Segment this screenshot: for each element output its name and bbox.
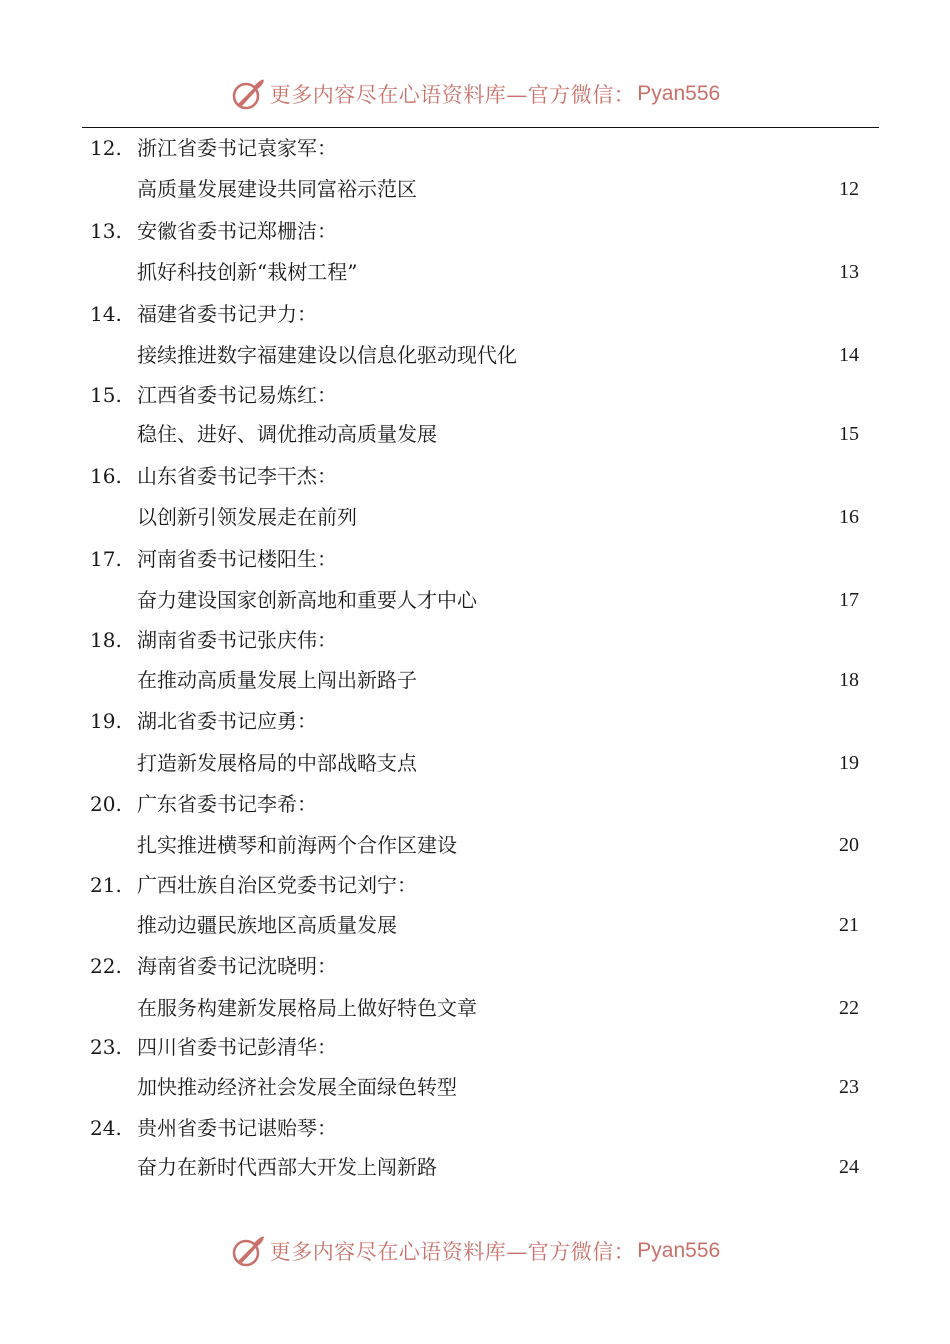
watermark-wechat-id: Pyan556 bbox=[637, 82, 721, 105]
entry-page-number: 19 bbox=[839, 752, 859, 774]
entry-page-number: 17 bbox=[839, 589, 859, 611]
entry-number: 23. bbox=[90, 1035, 122, 1059]
entry-heading: 贵州省委书记谌贻琴： bbox=[137, 1116, 337, 1140]
watermark-wechat-id: Pyan556 bbox=[637, 1239, 721, 1262]
entry-page-number: 22 bbox=[839, 997, 859, 1019]
entry-number: 19. bbox=[90, 709, 122, 733]
entry-number: 22. bbox=[90, 954, 122, 978]
toc-entry-title-row[interactable] bbox=[0, 257, 950, 287]
entry-number: 12. bbox=[90, 136, 122, 160]
toc-entry-heading bbox=[0, 870, 950, 900]
entry-page-number: 21 bbox=[839, 914, 859, 936]
entry-title: 稳住、进好、调优推动高质量发展 bbox=[137, 422, 437, 446]
entry-title: 推动边疆民族地区高质量发展 bbox=[137, 913, 397, 937]
entry-heading: 江西省委书记易炼红： bbox=[137, 383, 337, 407]
toc-entry-heading bbox=[0, 625, 950, 655]
entry-number: 24. bbox=[90, 1116, 122, 1140]
toc-entry-title-row[interactable] bbox=[0, 665, 950, 695]
entry-heading: 广西壮族自治区党委书记刘宁： bbox=[137, 873, 417, 897]
toc-entry-title-row[interactable] bbox=[0, 1072, 950, 1102]
toc-entry-heading bbox=[0, 789, 950, 819]
entry-heading: 广东省委书记李希： bbox=[137, 792, 317, 816]
quill-logo-icon bbox=[230, 1233, 266, 1269]
entry-title: 在服务构建新发展格局上做好特色文章 bbox=[137, 996, 477, 1020]
toc-entry-title-row[interactable] bbox=[0, 993, 950, 1023]
watermark-text: 更多内容尽在心语资料库—官方微信： bbox=[269, 1240, 636, 1264]
entry-number: 16. bbox=[90, 464, 122, 488]
entry-page-number: 15 bbox=[839, 423, 859, 445]
entry-number: 13. bbox=[90, 219, 122, 243]
entry-title: 奋力在新时代西部大开发上闯新路 bbox=[137, 1155, 437, 1179]
entry-page-number: 20 bbox=[839, 834, 859, 856]
toc-entry-heading bbox=[0, 380, 950, 410]
entry-number: 18. bbox=[90, 628, 122, 652]
toc-entry-heading bbox=[0, 461, 950, 491]
entry-heading: 福建省委书记尹力： bbox=[137, 302, 317, 326]
entry-heading: 四川省委书记彭清华： bbox=[137, 1035, 337, 1059]
toc-entry-title-row[interactable] bbox=[0, 174, 950, 204]
entry-heading: 山东省委书记李干杰： bbox=[137, 464, 337, 488]
entry-title: 扎实推进横琴和前海两个合作区建设 bbox=[137, 833, 457, 857]
entry-number: 20. bbox=[90, 792, 122, 816]
entry-number: 15. bbox=[90, 383, 122, 407]
entry-title: 以创新引领发展走在前列 bbox=[137, 505, 357, 529]
entry-title: 抓好科技创新“栽树工程” bbox=[137, 260, 358, 284]
entry-heading: 湖北省委书记应勇： bbox=[137, 709, 317, 733]
toc-entry-heading bbox=[0, 1113, 950, 1143]
entry-title: 打造新发展格局的中部战略支点 bbox=[137, 751, 417, 775]
entry-page-number: 24 bbox=[839, 1156, 859, 1178]
entry-page-number: 18 bbox=[839, 669, 859, 691]
toc-entry-title-row[interactable] bbox=[0, 419, 950, 449]
entry-number: 14. bbox=[90, 302, 122, 326]
entry-title: 在推动高质量发展上闯出新路子 bbox=[137, 668, 417, 692]
toc-entry-title-row[interactable] bbox=[0, 1152, 950, 1182]
toc-entry-heading bbox=[0, 706, 950, 736]
watermark-text: 更多内容尽在心语资料库—官方微信： bbox=[269, 83, 636, 107]
entry-title: 高质量发展建设共同富裕示范区 bbox=[137, 177, 417, 201]
entry-number: 17. bbox=[90, 547, 122, 571]
toc-entry-title-row[interactable] bbox=[0, 748, 950, 778]
entry-page-number: 23 bbox=[839, 1076, 859, 1098]
toc-entry-heading bbox=[0, 216, 950, 246]
toc-entry-heading bbox=[0, 544, 950, 574]
toc-entry-heading bbox=[0, 299, 950, 329]
entry-page-number: 16 bbox=[839, 506, 859, 528]
toc-entry-title-row[interactable] bbox=[0, 502, 950, 532]
entry-heading: 海南省委书记沈晓明： bbox=[137, 954, 337, 978]
entry-page-number: 13 bbox=[839, 261, 859, 283]
entry-heading: 浙江省委书记袁家军： bbox=[137, 136, 337, 160]
toc-entry-title-row[interactable] bbox=[0, 585, 950, 615]
entry-title: 奋力建设国家创新高地和重要人才中心 bbox=[137, 588, 477, 612]
toc-entry-heading bbox=[0, 951, 950, 981]
entry-heading: 河南省委书记楼阳生： bbox=[137, 547, 337, 571]
entry-heading: 湖南省委书记张庆伟： bbox=[137, 628, 337, 652]
toc-entry-title-row[interactable] bbox=[0, 910, 950, 940]
entry-title: 接续推进数字福建建设以信息化驱动现代化 bbox=[137, 343, 517, 367]
footer-watermark bbox=[0, 1231, 950, 1271]
toc-entry-title-row[interactable] bbox=[0, 340, 950, 370]
toc-entry-title-row[interactable] bbox=[0, 830, 950, 860]
entry-heading: 安徽省委书记郑栅洁： bbox=[137, 219, 337, 243]
entry-page-number: 14 bbox=[839, 344, 859, 366]
toc-entry-heading bbox=[0, 133, 950, 163]
entry-page-number: 12 bbox=[839, 178, 859, 200]
entry-number: 21. bbox=[90, 873, 122, 897]
entry-title: 加快推动经济社会发展全面绿色转型 bbox=[137, 1075, 457, 1099]
toc-entry-heading bbox=[0, 1032, 950, 1062]
